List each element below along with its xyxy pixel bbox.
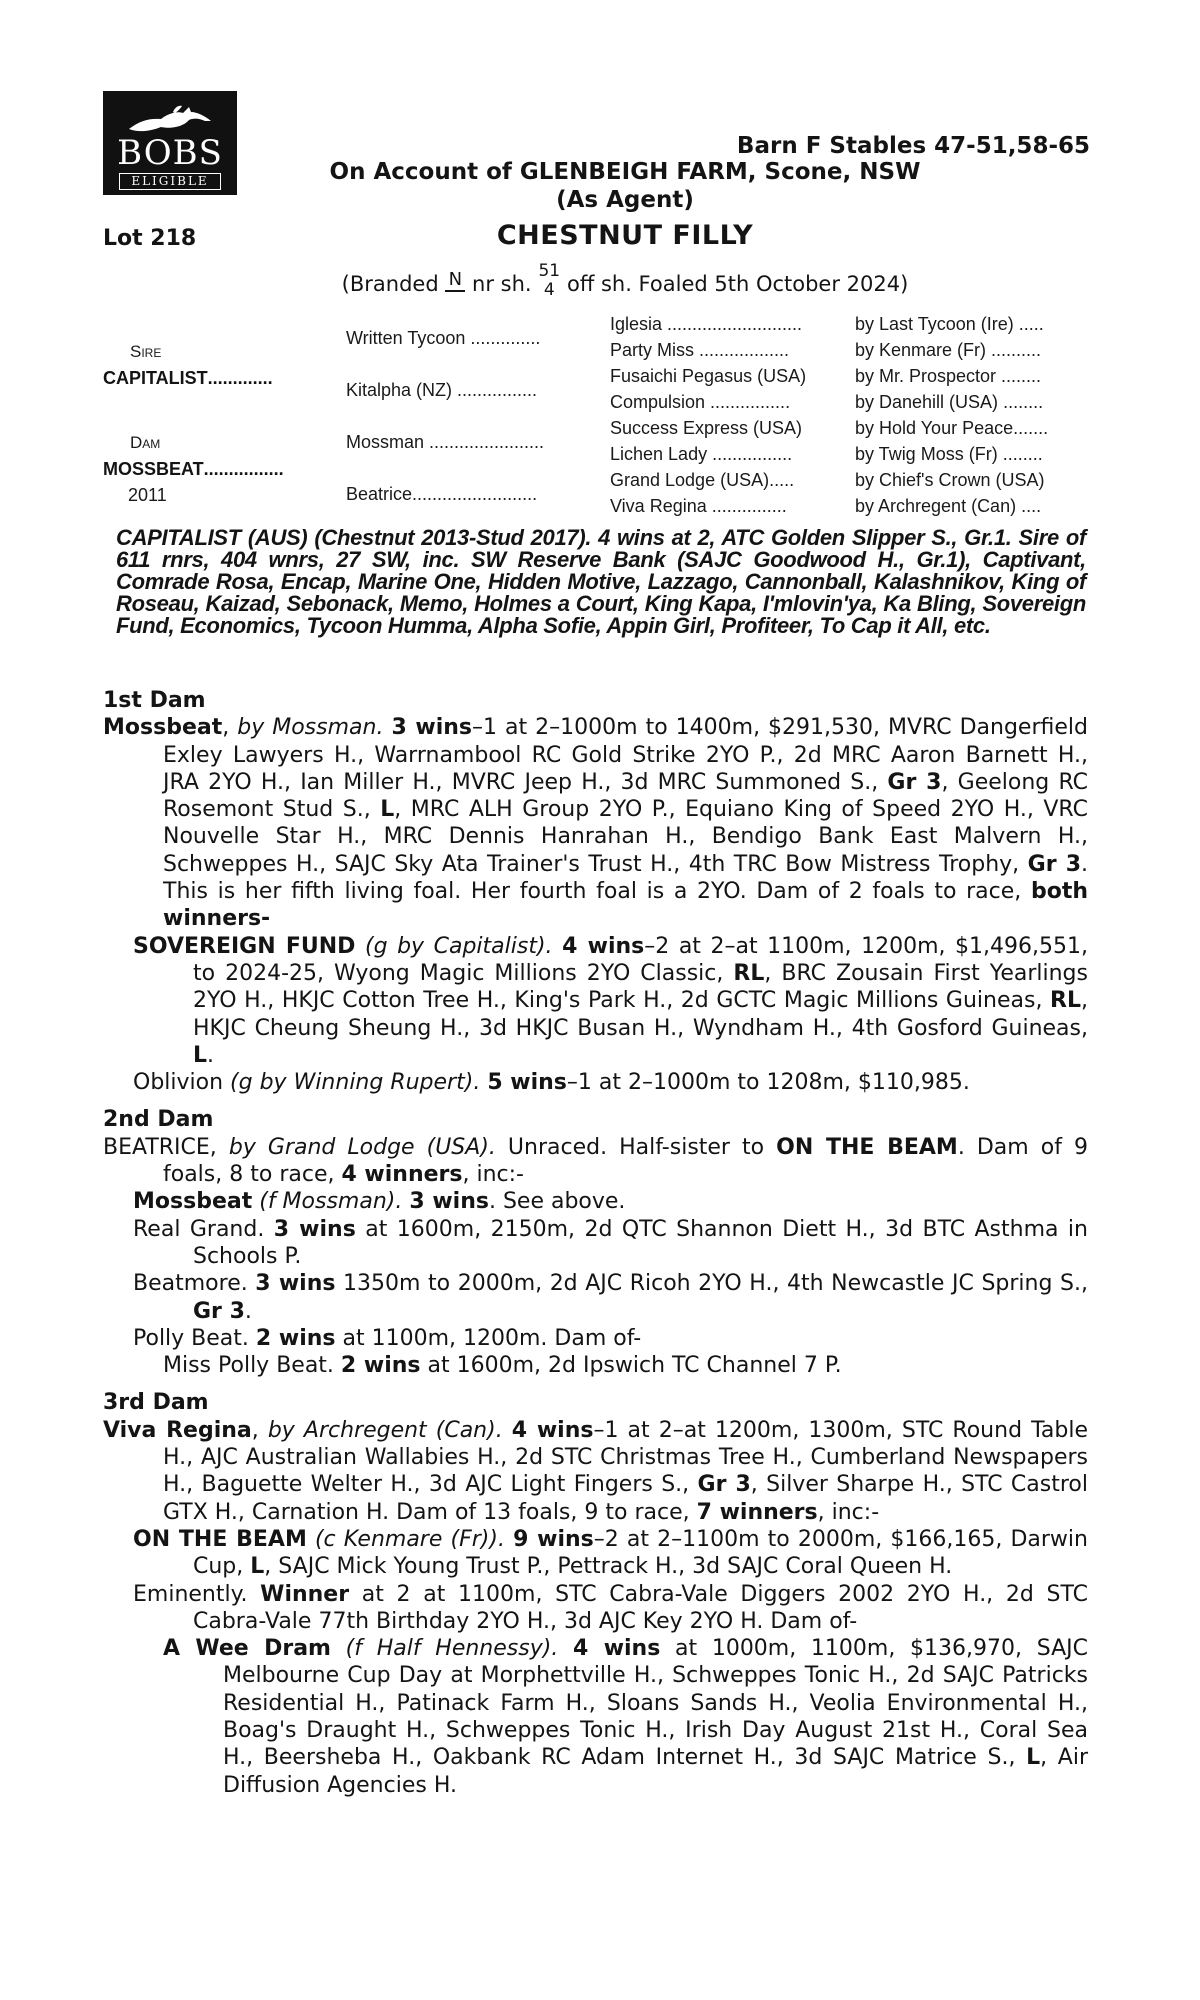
rg-text: at 1600m, 2150m, 2d QTC Shannon Diett H., 3d BTC Asthma in Schools P. <box>193 1216 1088 1269</box>
horse-title: CHESTNUT FILLY <box>496 220 754 251</box>
ped-g4-text: Beatrice <box>346 484 413 504</box>
dam-label-text: Dam <box>130 433 161 452</box>
first-dam-entry: Mossbeat, by Mossman. 3 wins–1 at 2–1000m to 1400m, $291,530, MVRC Dangerfield Exley Lawyers H., Warrnambool RC Gold Strike 2YO P., 2d MRC Aaron Barnett H., JRA 2YO H., Ian Miller H., MVRC Jeep H., 3d MRC Summoned S., Gr 3, Geelong RC Rosemont Stud S., L, MRC ALH Group 2YO P., Equiano King of Speed 2YO H., VRC Nouvelle Star H., MRC Dennis Hanrahan H., Bendigo Bank East Malvern H., Schweppes H., SAJC Sky Ata Trainer's Trust H., 4th TRC Bow Mistress Trophy, Gr 3. This is her fifth living foal. Her fourth foal is a 2YO. Dam of 2 foals to race, both winners- <box>103 715 1089 932</box>
ped-ggs-2: by Kenmare (Fr) .......... <box>855 340 1042 360</box>
dam-year: 2011 <box>128 485 167 505</box>
awd-by: (f Half Hennessy). <box>345 1636 559 1662</box>
rg-wins: 3 wins <box>273 1216 356 1242</box>
ped-g1: Written Tycoon .............. <box>346 328 541 348</box>
brand-mark: N <box>445 270 465 292</box>
em-name: Eminently. <box>133 1581 248 1607</box>
first-dam-gr3b: Gr 3 <box>1027 851 1082 877</box>
ped-gg-7: Grand Lodge (USA)..... <box>610 470 795 490</box>
ped-ggs-1: by Last Tycoon (Ire) ..... <box>855 314 1044 334</box>
ped-ggs-5-text: by Hold Your Peace <box>855 418 1014 438</box>
awd-name: A Wee Dram <box>163 1636 331 1662</box>
sf-wins: 4 wins <box>562 933 645 959</box>
ped-ggs-7-text: by Chief's Crown (USA) <box>855 470 1045 490</box>
ped-ggs-6-text: by Twig Moss (Fr) <box>855 444 998 464</box>
first-dam-gr3a: Gr 3 <box>887 769 942 795</box>
dam-name: MOSSBEAT................ <box>103 459 284 479</box>
third-dam-text-c: , inc:- <box>817 1499 880 1525</box>
brand-off-den: 4 <box>543 280 555 300</box>
ped-gg-3 <box>610 366 806 387</box>
second-dam-entry <box>103 1134 1088 1189</box>
sovereign-fund-entry <box>103 933 1088 1069</box>
second-dam-text-c: , inc:- <box>462 1162 524 1188</box>
miss-polly-beat-entry <box>103 1352 1088 1379</box>
otb-text-b: , SAJC Mick Young Trust P., Pettrack H., 3d SAJC Coral Queen H. <box>264 1554 953 1580</box>
ped-g1-text: Written Tycoon <box>346 328 466 348</box>
mossbeat-entry <box>103 1188 1088 1215</box>
first-dam-l1: L <box>380 797 395 823</box>
ped-ggs-8-text: by Archregent (Can) <box>855 496 1017 516</box>
awd-text-a: at 1000m, 1100m, $136,970, SAJC Melbourne Cup Day at Morphettville H., Schweppes Tonic H., 2d SAJC Patricks Residential H., Patinack Farm H., Sloans Sands H., Veolia Environmental H., Boag's Draught H., Schweppes Tonic H., Irish Day August 21st H., Coral Sea H., Beersheba H., Oakbank RC Adam Internet H., 3d SAJC Matrice S., <box>223 1636 1088 1771</box>
ped-ggs-7 <box>855 470 1044 491</box>
ob-wins: 5 wins <box>487 1070 567 1096</box>
em-win: Winner <box>260 1581 350 1607</box>
vendor-agent: (As Agent) <box>556 187 694 213</box>
mpb-wins: 2 wins <box>340 1353 421 1379</box>
brand-off-num: 51 <box>538 261 561 281</box>
first-dam-text-c: , MRC ALH Group 2YO P., Equiano King of Speed 2YO H., VRC Nouvelle Star H., MRC Dennis Hanrahan H., Bendigo Bank East Malvern H., Schweppes H., SAJC Sky Ata Trainer's Trust H., 4th TRC Bow Mistress Trophy, <box>163 797 1088 877</box>
second-dam-by: by Grand Lodge (USA). <box>228 1134 496 1160</box>
otb-name: ON THE BEAM <box>133 1526 307 1552</box>
polly-beat-entry <box>103 1325 1088 1352</box>
mb-name: Mossbeat <box>133 1189 253 1215</box>
first-dam-text-a: –1 at 2–1000m to 1400m, $291,530, MVRC Dangerfield Exley Lawyers H., Warrnambool RC Gold Strike 2YO P., 2d MRC Aaron Barnett H., JRA 2YO H., Ian Miller H., MVRC Jeep H., 3d MRC Summoned S., <box>163 715 1088 795</box>
sf-end: . <box>207 1042 215 1068</box>
mb-text: . See above. <box>488 1189 626 1215</box>
barn-location: Barn F Stables 47-51,58-65 <box>736 133 1090 159</box>
ped-gg-2-text: Party Miss <box>610 340 695 360</box>
sire-name-text: CAPITALIST <box>103 368 208 388</box>
ped-ggs-6: by Twig Moss (Fr) ........ <box>855 444 1043 464</box>
dam-lines <box>103 687 1088 1799</box>
ped-g3: Mossman ....................... <box>346 432 545 452</box>
oblivion-entry <box>103 1069 1088 1096</box>
ped-gg-5 <box>610 418 802 439</box>
awd-text-b: , Air Diffusion Agencies H. <box>223 1745 1088 1798</box>
ped-ggs-4: by Danehill (USA) ........ <box>855 392 1044 412</box>
sire-label-text: Sire <box>130 342 162 361</box>
ped-ggs-3: by Mr. Prospector ........ <box>855 366 1042 386</box>
sf-rl1: RL <box>733 960 765 986</box>
ob-text: –1 at 2–1000m to 1208m, $110,985. <box>566 1070 970 1096</box>
ped-gg-6-text: Lichen Lady <box>610 444 708 464</box>
third-dam-winners: 7 winners <box>696 1499 818 1525</box>
ped-gg-4-text: Compulsion <box>610 392 706 412</box>
ped-gg-3-text: Fusaichi Pegasus (USA) <box>610 366 807 386</box>
otb-text-a: –2 at 2–1100m to 2000m, $166,165, Darwin Cup, <box>193 1526 1088 1580</box>
second-dam-heading: 2nd Dam <box>103 1107 214 1133</box>
logo-name: BOBS <box>117 133 223 173</box>
ped-gg-7-text: Grand Lodge (USA) <box>610 470 770 490</box>
third-dam-text-b: , Silver Sharpe H., STC Castrol GTX H., Carnation H. Dam of 13 foals, 9 to race, <box>163 1472 1088 1525</box>
mb-by: (f Mossman). <box>259 1189 403 1215</box>
ped-ggs-8: by Archregent (Can) .... <box>855 496 1042 516</box>
sire-label <box>130 342 161 362</box>
second-dam-winners: 4 winners <box>341 1162 463 1188</box>
ped-g2-text: Kitalpha (NZ) <box>346 380 453 400</box>
bm-end: . <box>244 1298 252 1324</box>
ped-g3-text: Mossman <box>346 432 425 452</box>
rg-name: Real Grand. <box>133 1216 265 1242</box>
first-dam-by: by Mossman. <box>237 715 384 741</box>
awd-l: L <box>1026 1745 1041 1771</box>
third-dam-heading: 3rd Dam <box>103 1390 209 1416</box>
pb-text: at 1100m, 1200m. Dam of- <box>335 1325 642 1351</box>
ped-gg-4: Compulsion ................ <box>610 392 791 412</box>
mpb-name: Miss Polly Beat. <box>163 1353 334 1379</box>
brand-suffix: off sh. Foaled 5th October 2024) <box>566 272 909 296</box>
brand-off-fraction <box>538 262 560 300</box>
ped-ggs-3-text: by Mr. Prospector <box>855 366 997 386</box>
logo-sub: ELIGIBLE <box>119 173 221 190</box>
ped-g4: Beatrice......................... <box>346 484 538 504</box>
mb-wins: 3 wins <box>409 1189 489 1215</box>
second-dam-text-b: . Dam of 9 foals, 8 to race, <box>163 1134 1088 1188</box>
third-dam-gr3: Gr 3 <box>697 1472 751 1498</box>
pb-name: Polly Beat. <box>133 1325 249 1351</box>
ped-gg-6: Lichen Lady ................ <box>610 444 793 464</box>
second-dam-text-a: Unraced. Half-sister to <box>495 1134 777 1160</box>
second-dam-name: BEATRICE, <box>103 1134 217 1160</box>
ped-ggs-1-text: by Last Tycoon (Ire) <box>855 314 1014 334</box>
first-dam-name: Mossbeat <box>103 715 223 741</box>
second-dam-otb: ON THE BEAM <box>776 1134 958 1160</box>
ped-gg-8: Viva Regina ............... <box>610 496 787 516</box>
vendor-account: On Account of GLENBEIGH FARM, Scone, NSW <box>329 159 921 185</box>
ped-gg-2: Party Miss .................. <box>610 340 790 360</box>
sf-text-c: , HKJC Cheung Sheung H., 3d HKJC Busan H., Wyndham H., 4th Gosford Guineas, <box>193 988 1088 1041</box>
bm-gr: Gr 3 <box>193 1298 245 1324</box>
sire-name: CAPITALIST............. <box>103 368 273 388</box>
sf-rl2: RL <box>1050 988 1081 1014</box>
third-dam-by: by Archregent (Can). <box>267 1417 503 1443</box>
sire-summary: CAPITALIST (AUS) (Chestnut 2013-Stud 2017). 4 wins at 2, ATC Golden Slipper S., Gr.1. Sire of 611 rnrs, 404 wnrs, 27 SW, inc. SW Reserve Bank (SAJC Goodwood H., Gr.1), Captivant, Comrade Rosa, Encap, Marine One, Hidden Motive, Lazzago, Cannonball, Kalashnikov, King of Roseau, Kaizad, Sebonack, Memo, Holmes a Court, King Kapa, I'mlovin'ya, Ka Bling, Sovereign Fund, Economics, Tycoon Humma, Alpha Sofie, Appin Girl, Profiteer, To Cap it All, etc. <box>116 525 1086 638</box>
sf-text-b: , BRC Zousain First Yearlings 2YO H., HKJC Cotton Tree H., King's Park H., 2d GCTC Magic Millions Guineas, <box>193 960 1088 1014</box>
ped-ggs-4-text: by Danehill (USA) <box>855 392 999 412</box>
pb-wins: 2 wins <box>255 1325 336 1351</box>
sf-name: SOVEREIGN FUND <box>133 933 356 959</box>
brand-prefix: (Branded <box>341 272 439 296</box>
first-dam-heading: 1st Dam <box>103 688 206 713</box>
otb-by: (c Kenmare (Fr)). <box>314 1526 505 1552</box>
third-dam-name: Viva Regina <box>103 1417 252 1443</box>
bm-wins: 3 wins <box>255 1271 336 1297</box>
third-dam-entry: Viva Regina, by Archregent (Can). 4 wins–1 at 2–at 1200m, 1300m, STC Round Table H., AJC Australian Wallabies H., 2d STC Christmas Tree H., Cumberland Newspapers H., Baguette Welter H., 3d AJC Light Fingers S., Gr 3, Silver Sharpe H., STC Castrol GTX H., Carnation H. Dam of 13 foals, 9 to race, 7 winners, inc:- <box>103 1417 1088 1525</box>
first-dam-text-b: , Geelong RC Rosemont Stud S., <box>163 769 1089 823</box>
awd-wins: 4 wins <box>573 1636 661 1662</box>
first-dam-both: both winners- <box>163 879 1088 932</box>
beatmore-entry <box>103 1270 1088 1325</box>
ped-ggs-2-text: by Kenmare (Fr) <box>855 340 987 360</box>
dam-name-text: MOSSBEAT <box>103 459 204 479</box>
brand-line <box>0 262 1200 300</box>
lot-number: Lot 218 <box>103 226 197 251</box>
eminently-entry <box>103 1581 1088 1636</box>
ped-gg-1-text: Iglesia <box>610 314 663 334</box>
ped-gg-8-text: Viva Regina <box>610 496 707 516</box>
sf-text-a: –2 at 2–at 1100m, 1200m, $1,496,551, to 2024-25, Wyong Magic Millions 2YO Classic, <box>193 933 1089 986</box>
mpb-text: at 1600m, 2d Ipswich TC Channel 7 P. <box>420 1353 842 1379</box>
sf-by: (g by Capitalist). <box>364 933 553 959</box>
otb-l: L <box>250 1554 265 1580</box>
ped-ggs-5: by Hold Your Peace....... <box>855 418 1049 438</box>
a-wee-dram-entry <box>103 1635 1088 1799</box>
bm-text: 1350m to 2000m, 2d AJC Ricoh 2YO H., 4th Newcastle JC Spring S., <box>335 1271 1088 1297</box>
real-grand-entry <box>103 1216 1088 1271</box>
ped-gg-5-text: Success Express (USA) <box>610 418 803 438</box>
dam-label <box>130 433 160 453</box>
ped-gg-1: Iglesia ........................... <box>610 314 803 334</box>
otb-wins: 9 wins <box>513 1526 594 1552</box>
ped-g2: Kitalpha (NZ) ................ <box>346 380 538 400</box>
em-text: at 2 at 1100m, STC Cabra-Vale Diggers 2002 2YO H., 2d STC Cabra-Vale 77th Birthday 2YO H., 3d AJC Key 2YO H. Dam of- <box>193 1581 1088 1634</box>
bm-name: Beatmore. <box>133 1271 248 1297</box>
third-dam-wins: 4 wins <box>511 1417 594 1443</box>
brand-nr: nr sh. <box>472 272 532 296</box>
ob-by: (g by Winning Rupert). <box>230 1070 481 1096</box>
first-dam-wins: 3 wins <box>391 715 473 741</box>
third-dam-text-a: –1 at 2–at 1200m, 1300m, STC Round Table H., AJC Australian Wallabies H., 2d STC Christmas Tree H., Cumberland Newspapers H., Baguette Welter H., 3d AJC Light Fingers S., <box>163 1417 1088 1498</box>
first-dam-text-d: . This is her fifth living foal. Her fourth foal is a 2YO. Dam of 2 foals to race, <box>163 851 1089 905</box>
sf-l: L <box>193 1042 208 1068</box>
on-the-beam-entry <box>103 1526 1088 1581</box>
ob-name: Oblivion <box>133 1070 224 1096</box>
horse-rider-icon <box>125 103 215 135</box>
